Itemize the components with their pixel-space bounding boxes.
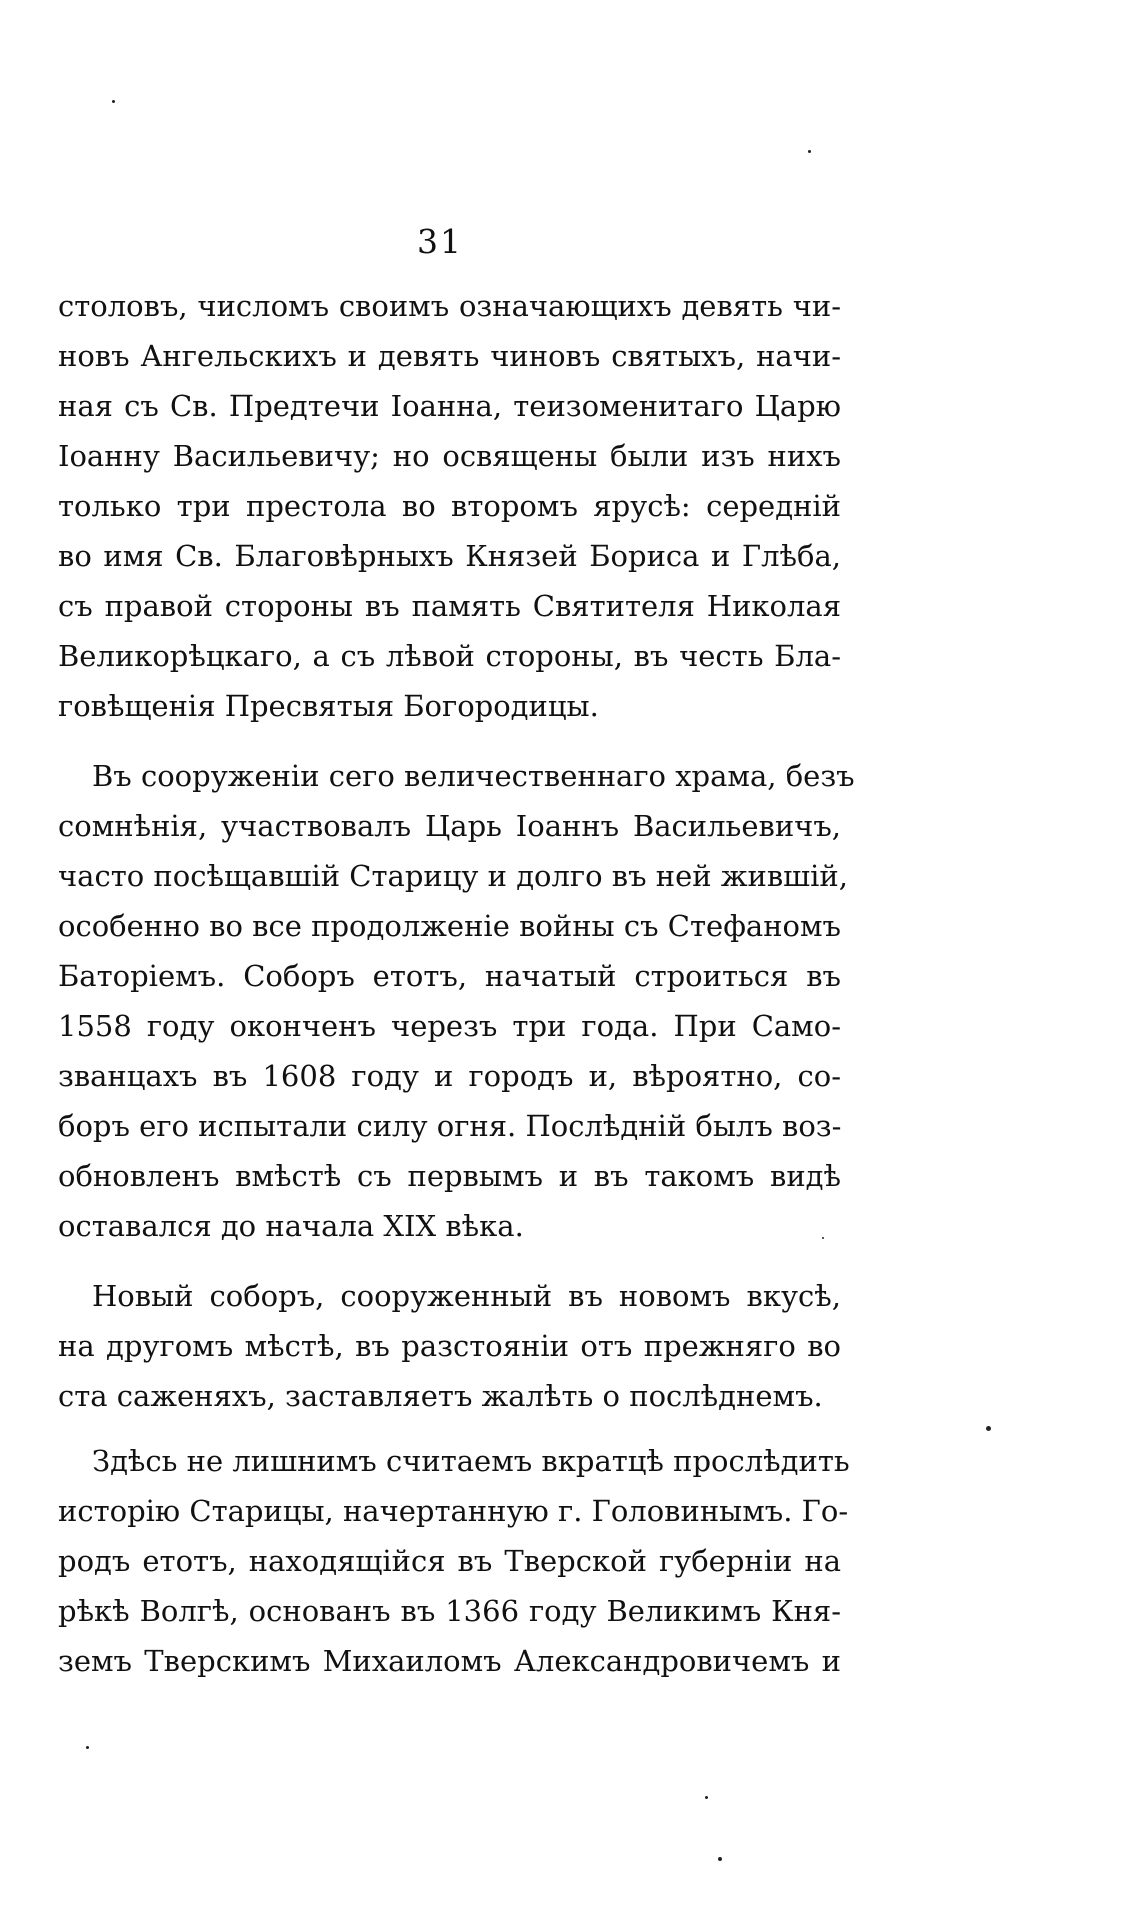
text-line: Здѣсь не лишнимъ считаемъ вкратцѣ прослѣдить xyxy=(92,1444,850,1478)
text-line: 1558 году оконченъ черезъ три года. При Само- xyxy=(58,1009,841,1043)
text-line: сомнѣнія, участвовалъ Царь Іоаннъ Васильевичъ, xyxy=(58,809,841,843)
text-line: Великорѣцкаго, а съ лѣвой стороны, въ честь Бла- xyxy=(58,639,841,673)
text-line: званцахъ въ 1608 году и городъ и, вѣроятно, со- xyxy=(58,1059,841,1093)
scan-speck xyxy=(86,1746,89,1749)
text-line: ста саженяхъ, заставляетъ жалѣть о послѣднемъ. xyxy=(58,1379,823,1413)
text-line: столовъ, числомъ своимъ означающихъ девять чи- xyxy=(58,289,841,323)
text-line: только три престола во второмъ ярусѣ: середній xyxy=(58,489,841,523)
scan-speck xyxy=(718,1857,722,1861)
text-line: исторію Старицы, начертанную г. Головинымъ. Го- xyxy=(58,1494,849,1528)
scan-speck xyxy=(112,100,115,103)
text-line: съ правой стороны въ память Святителя Николая xyxy=(58,589,841,623)
text-line: ная съ Св. Предтечи Іоанна, теизоменитаго Царю xyxy=(58,389,841,423)
text-line: рѣкѣ Волгѣ, основанъ въ 1366 году Великимъ Кня- xyxy=(58,1594,841,1628)
text-line: Баторіемъ. Соборъ етотъ, начатый строиться въ xyxy=(58,959,841,993)
text-line: родъ етотъ, находящійся въ Тверской губерніи на xyxy=(58,1544,841,1578)
text-line: говѣщенія Пресвятыя Богородицы. xyxy=(58,689,599,723)
text-line: земъ Тверскимъ Михаиломъ Александровичемъ и xyxy=(58,1644,841,1678)
page-number: 31 xyxy=(417,222,463,261)
text-line: новъ Ангельскихъ и девять чиновъ святыхъ, начи- xyxy=(58,339,841,373)
text-line: часто посѣщавшій Старицу и долго въ ней жившій, xyxy=(58,859,848,893)
text-line: оставался до начала XIX вѣка. xyxy=(58,1209,524,1243)
text-line: особенно во все продолженіе войны съ Стефаномъ xyxy=(58,909,841,943)
scan-speck xyxy=(808,150,811,153)
scan-speck xyxy=(705,1796,708,1799)
text-line: Новый соборъ, сооруженный въ новомъ вкусѣ, xyxy=(92,1279,841,1313)
text-line: Въ сооруженіи сего величественнаго храма, безъ xyxy=(92,759,855,793)
text-line: боръ его испытали силу огня. Послѣдній былъ воз- xyxy=(58,1109,842,1143)
scan-speck xyxy=(822,1237,824,1239)
text-line: на другомъ мѣстѣ, въ разстояніи отъ прежняго во xyxy=(58,1329,841,1363)
text-line: обновленъ вмѣстѣ съ первымъ и въ такомъ видѣ xyxy=(58,1159,841,1193)
text-line: во имя Св. Благовѣрныхъ Князей Бориса и Глѣба, xyxy=(58,539,841,573)
scan-speck xyxy=(986,1426,991,1431)
text-line: Іоанну Васильевичу; но освящены были изъ нихъ xyxy=(58,439,841,473)
